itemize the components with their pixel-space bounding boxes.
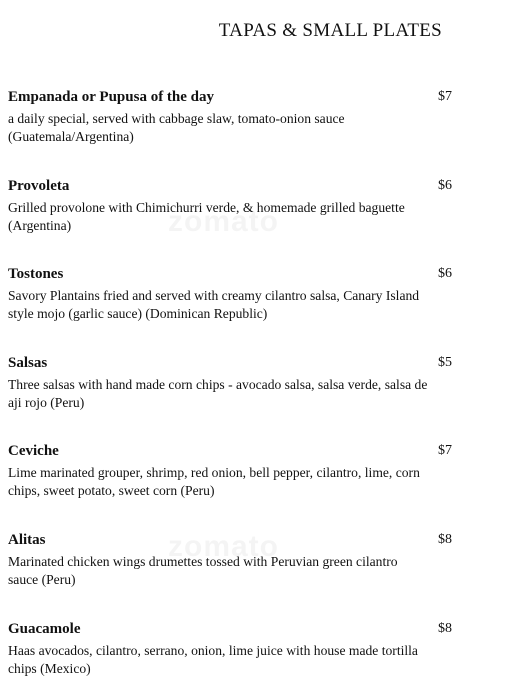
menu-item [8,531,452,589]
item-name: Salsas [8,355,48,371]
menu-item [8,88,452,146]
item-price: $8 [438,532,452,547]
menu-item [8,354,452,412]
item-price: $6 [438,266,452,281]
item-name: Provoleta [8,178,70,194]
item-price: $7 [438,443,452,458]
item-description: a daily special, served with cabbage slaw, tomato-onion sauce (Guatemala/Argentina) [8,111,345,144]
item-description: Lime marinated grouper, shrimp, red onion, bell pepper, cilantro, lime, corn chips, sweet potato, sweet corn (Peru) [8,465,420,498]
item-price: $7 [438,89,452,104]
item-price: $8 [438,621,452,636]
item-price: $5 [438,355,452,370]
item-name: Guacamole [8,621,81,637]
item-name: Empanada or Pupusa of the day [8,89,215,105]
item-price: $6 [438,178,452,193]
item-description: Savory Plantains fried and served with creamy cilantro salsa, Canary Island style mojo (garlic sauce) (Dominican Republic) [8,288,420,321]
item-name: Tostones [8,266,64,282]
menu-item [8,265,452,323]
menu-item [8,442,452,500]
menu-section-title: TAPAS & SMALL PLATES [218,20,442,41]
item-name: Alitas [8,532,46,548]
item-name: Ceviche [8,443,59,459]
item-description: Marinated chicken wings drumettes tossed with Peruvian green cilantro sauce (Peru) [8,554,398,587]
item-description: Haas avocados, cilantro, serrano, onion, lime juice with house made tortilla chips (Mexico) [8,643,418,676]
item-description: Grilled provolone with Chimichurri verde, & homemade grilled baguette (Argentina) [8,200,405,233]
menu-item [8,620,452,678]
menu-item [8,177,452,235]
item-description: Three salsas with hand made corn chips - avocado salsa, salsa verde, salsa de aji rojo (Peru) [8,377,428,410]
